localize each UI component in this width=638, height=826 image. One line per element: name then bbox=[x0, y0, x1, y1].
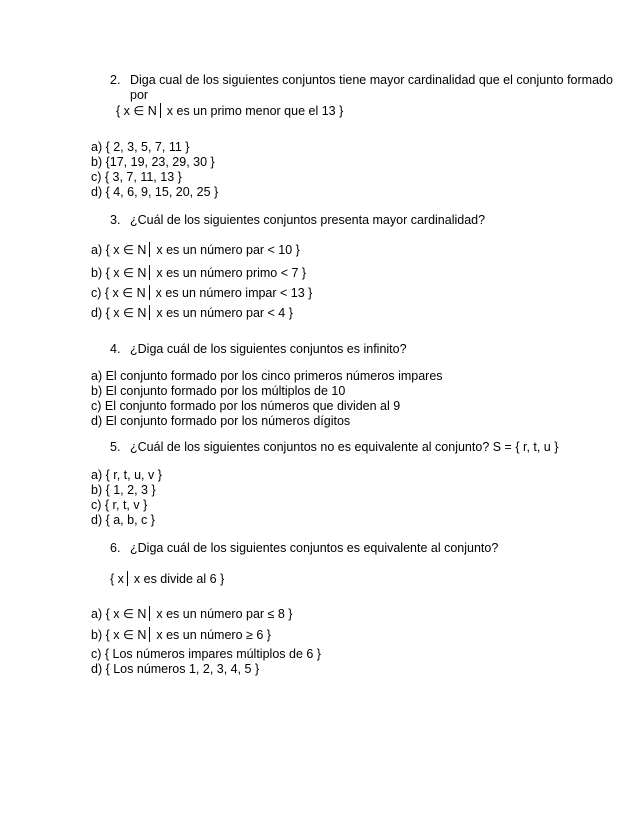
q2-set-left: { x ∈ N bbox=[116, 104, 157, 118]
divider-bar bbox=[149, 242, 150, 257]
q6-set-right: x es divide al 6 } bbox=[133, 572, 225, 586]
q5-option-b: b) { 1, 2, 3 } bbox=[91, 483, 156, 497]
q4-option-b: b) El conjunto formado por los múltiplos de 10 bbox=[91, 384, 346, 398]
q2-option-d: d) { 4, 6, 9, 15, 20, 25 } bbox=[91, 185, 219, 199]
q3-option-a: a) { x ∈ N x es un número par < 10 } bbox=[91, 243, 300, 257]
q4-option-a: a) El conjunto formado por los cinco primeros números impares bbox=[91, 369, 443, 383]
divider-bar bbox=[149, 305, 150, 320]
q6-set-left: { x bbox=[110, 572, 124, 586]
q3-option-d: d) { x ∈ N x es un número par < 4 } bbox=[91, 306, 293, 320]
divider-bar bbox=[149, 627, 150, 642]
q5-option-a: a) { r, t, u, v } bbox=[91, 468, 162, 482]
q3-text: ¿Cuál de los siguientes conjuntos presenta mayor cardinalidad? bbox=[130, 213, 486, 227]
q5-number: 5. bbox=[110, 440, 121, 454]
divider-bar bbox=[149, 606, 150, 621]
q2-option-b: b) {17, 19, 23, 29, 30 } bbox=[91, 155, 215, 169]
q2-text: Diga cual de los siguientes conjuntos tiene mayor cardinalidad que el conjunto formado bbox=[130, 73, 613, 87]
q6-option-c: c) { Los números impares múltiplos de 6 } bbox=[91, 647, 321, 661]
q6-text: ¿Diga cuál de los siguientes conjuntos es equivalente al conjunto? bbox=[130, 541, 499, 555]
q6-reference-set bbox=[110, 571, 224, 587]
q4-option-d: d) El conjunto formado por los números dígitos bbox=[91, 414, 351, 428]
q6-option-a: a) { x ∈ N x es un número par ≤ 8 } bbox=[91, 607, 293, 621]
divider-bar bbox=[149, 285, 150, 300]
q4-number: 4. bbox=[110, 342, 121, 356]
q2-reference-set bbox=[116, 103, 343, 119]
q3-number: 3. bbox=[110, 213, 121, 227]
divider-bar bbox=[149, 265, 150, 280]
q5-option-d: d) { a, b, c } bbox=[91, 513, 155, 527]
q4-text: ¿Diga cuál de los siguientes conjuntos es infinito? bbox=[130, 342, 407, 356]
divider-bar bbox=[127, 571, 128, 586]
q2-set-right: x es un primo menor que el 13 } bbox=[166, 104, 344, 118]
q5-text: ¿Cuál de los siguientes conjuntos no es equivalente al conjunto? S = { r, t, u } bbox=[130, 440, 559, 454]
q6-option-b: b) { x ∈ N x es un número ≥ 6 } bbox=[91, 628, 271, 642]
q2-number: 2. bbox=[110, 73, 121, 87]
q5-option-c: c) { r, t, v } bbox=[91, 498, 148, 512]
q4-option-c: c) El conjunto formado por los números que dividen al 9 bbox=[91, 399, 401, 413]
q2-option-a: a) { 2, 3, 5, 7, 11 } bbox=[91, 140, 190, 154]
q3-option-b: b) { x ∈ N x es un número primo < 7 } bbox=[91, 266, 307, 280]
q6-option-d: d) { Los números 1, 2, 3, 4, 5 } bbox=[91, 662, 260, 676]
q6-number: 6. bbox=[110, 541, 121, 555]
q2-text-continued: por bbox=[130, 88, 149, 102]
q2-option-c: c) { 3, 7, 11, 13 } bbox=[91, 170, 182, 184]
q3-option-c: c) { x ∈ N x es un número impar < 13 } bbox=[91, 286, 313, 300]
divider-bar bbox=[160, 103, 161, 118]
